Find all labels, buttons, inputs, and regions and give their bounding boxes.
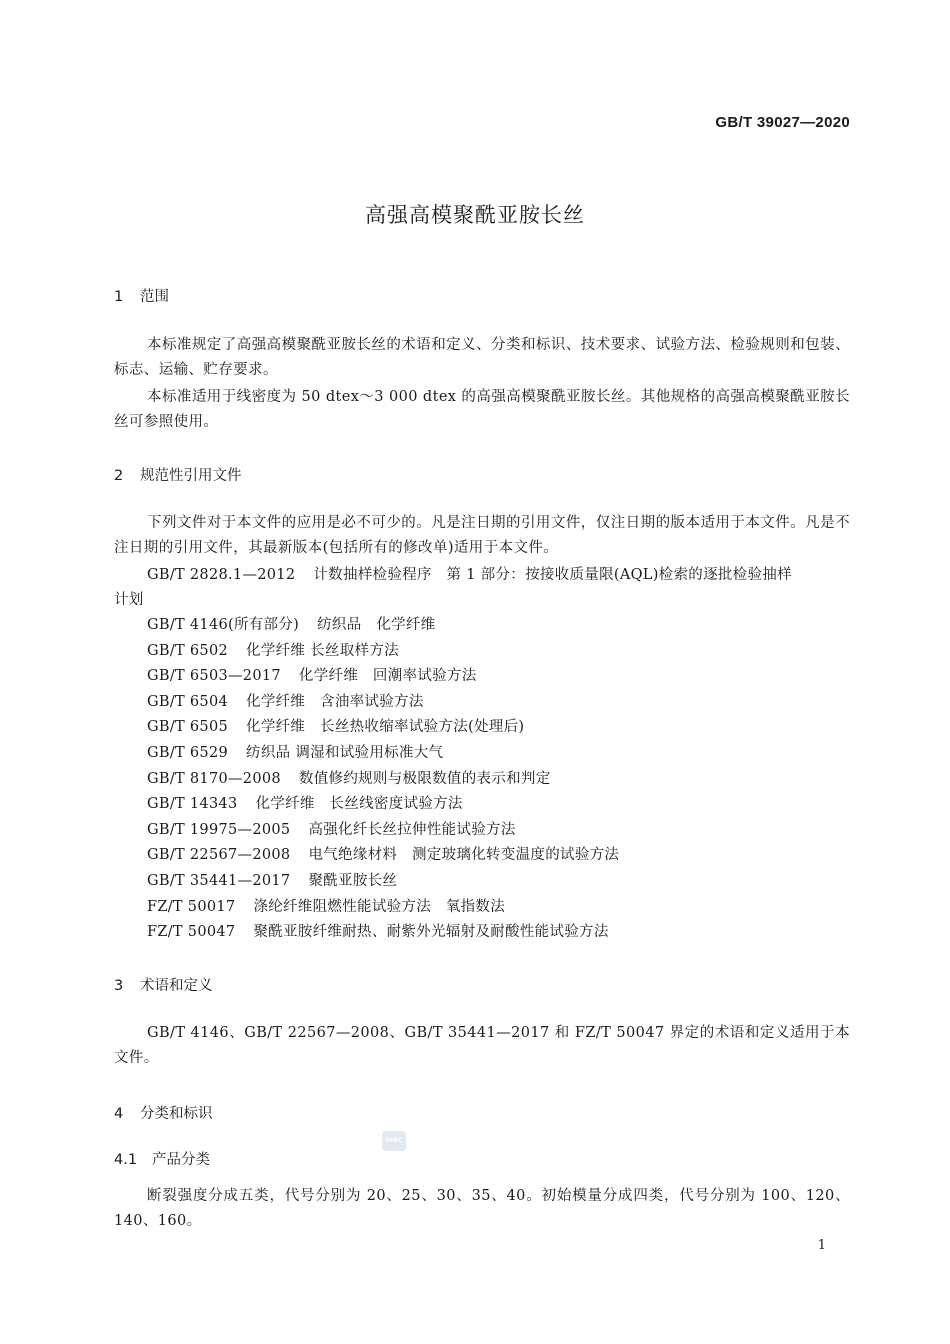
section-number: 3 [114, 978, 124, 994]
subsection-heading-product-classification [114, 1148, 210, 1169]
reference-title: 高强化纤长丝拉伸性能试验方法 [308, 821, 516, 838]
reference-title: 电气绝缘材料 测定玻璃化转变温度的试验方法 [308, 847, 620, 864]
reference-item [114, 639, 850, 665]
reference-title: 聚酰亚胺纤维耐热、耐紫外光辐射及耐酸性能试验方法 [253, 924, 609, 941]
page-number: 1 [817, 1238, 826, 1253]
reference-title: 涤纶纤维阻燃性能试验方法 氧指数法 [253, 898, 506, 915]
reference-code: GB/T 19975—2005 [147, 821, 291, 838]
section-heading-scope [114, 285, 169, 306]
section-title: 分类和标识 [140, 1106, 213, 1122]
section-title: 术语和定义 [140, 978, 213, 994]
reference-list [114, 563, 850, 946]
reference-code: GB/T 8170—2008 [147, 770, 281, 787]
reference-title: 纺织品 化学纤维 [317, 617, 436, 633]
reference-code: GB/T 4146(所有部分) [147, 617, 300, 633]
section-heading-terms [114, 974, 213, 995]
section-number: 4 [114, 1106, 124, 1122]
reference-code: GB/T 35441—2017 [147, 872, 291, 889]
reference-item [114, 715, 850, 741]
reference-code: GB/T 22567—2008 [147, 847, 291, 864]
section-number: 1 [114, 289, 124, 305]
reference-title: 聚酰亚胺长丝 [308, 872, 398, 889]
reference-item [114, 920, 850, 946]
section-heading-classification [114, 1102, 213, 1123]
reference-code: GB/T 6504 [147, 693, 229, 710]
reference-title: 数值修约规则与极限数值的表示和判定 [298, 770, 551, 787]
reference-code: GB/T 6503—2017 [147, 668, 281, 685]
classification-paragraph: 断裂强度分成五类，代号分别为 20、25、30、35、40。初始模量分成四类，代号分别为 100、120、140、160。 [114, 1188, 850, 1229]
subsection-title: 产品分类 [152, 1152, 210, 1168]
scope-paragraph-1: 本标准规定了高强高模聚酰亚胺长丝的术语和定义、分类和标识、技术要求、试验方法、检验规则和包装、标志、运输、贮存要求。 [114, 337, 850, 378]
reference-code: GB/T 6505 [147, 719, 229, 736]
reference-title: 化学纤维 长丝线密度试验方法 [255, 796, 463, 813]
section-title: 范围 [140, 289, 169, 305]
reference-item [114, 843, 850, 869]
reference-title: 化学纤维 长丝热收缩率试验方法(处理后) [246, 719, 525, 736]
reference-title: 化学纤维 含油率试验方法 [246, 693, 424, 710]
reference-title: 纺织品 调湿和试验用标准大气 [246, 744, 444, 761]
section-number: 2 [114, 468, 124, 484]
scope-paragraph-2: 本标准适用于线密度为 50 dtex～3 000 dtex 的高强高模聚酰亚胺长丝。其他规格的高强高模聚酰亚胺长丝可参照使用。 [114, 389, 850, 430]
normative-refs-intro: 下列文件对于本文件的应用是必不可少的。凡是注日期的引用文件，仅注日期的版本适用于本文件。凡是不注日期的引用文件，其最新版本(包括所有的修改单)适用于本文件。 [114, 515, 850, 556]
reference-item [114, 818, 850, 844]
reference-item [114, 664, 850, 690]
reference-item [114, 792, 850, 818]
reference-item [114, 869, 850, 895]
reference-title: 化学纤维 长丝取样方法 [246, 642, 399, 659]
reference-title: 计数抽样检验程序 第 1 部分：按接收质量限(AQL)检索的逐批检验抽样 [313, 567, 792, 583]
reference-code: FZ/T 50047 [147, 924, 236, 941]
reference-item [114, 741, 850, 767]
reference-code: FZ/T 50017 [147, 898, 236, 915]
subsection-number: 4.1 [114, 1152, 138, 1168]
document-title: 高强高模聚酰亚胺长丝 [365, 203, 585, 227]
section-heading-normative-refs [114, 464, 242, 485]
reference-item [114, 563, 850, 613]
reference-title: 化学纤维 回潮率试验方法 [298, 668, 477, 685]
reference-code: GB/T 6502 [147, 642, 229, 659]
terms-paragraph: GB/T 4146、GB/T 22567—2008、GB/T 35441—2017 和 FZ/T 50047 界定的术语和定义适用于本文件。 [114, 1025, 850, 1066]
reference-code: GB/T 6529 [147, 744, 229, 761]
standard-code: GB/T 39027—2020 [715, 114, 850, 131]
section-title: 规范性引用文件 [140, 468, 242, 484]
reference-item [114, 767, 850, 793]
reference-item [114, 895, 850, 921]
reference-item [114, 613, 850, 639]
publisher-logo: SPAC [382, 1131, 406, 1151]
reference-item [114, 690, 850, 716]
reference-title-continuation: 计划 [114, 592, 144, 608]
reference-code: GB/T 14343 [147, 796, 238, 813]
reference-code: GB/T 2828.1—2012 [147, 567, 296, 583]
